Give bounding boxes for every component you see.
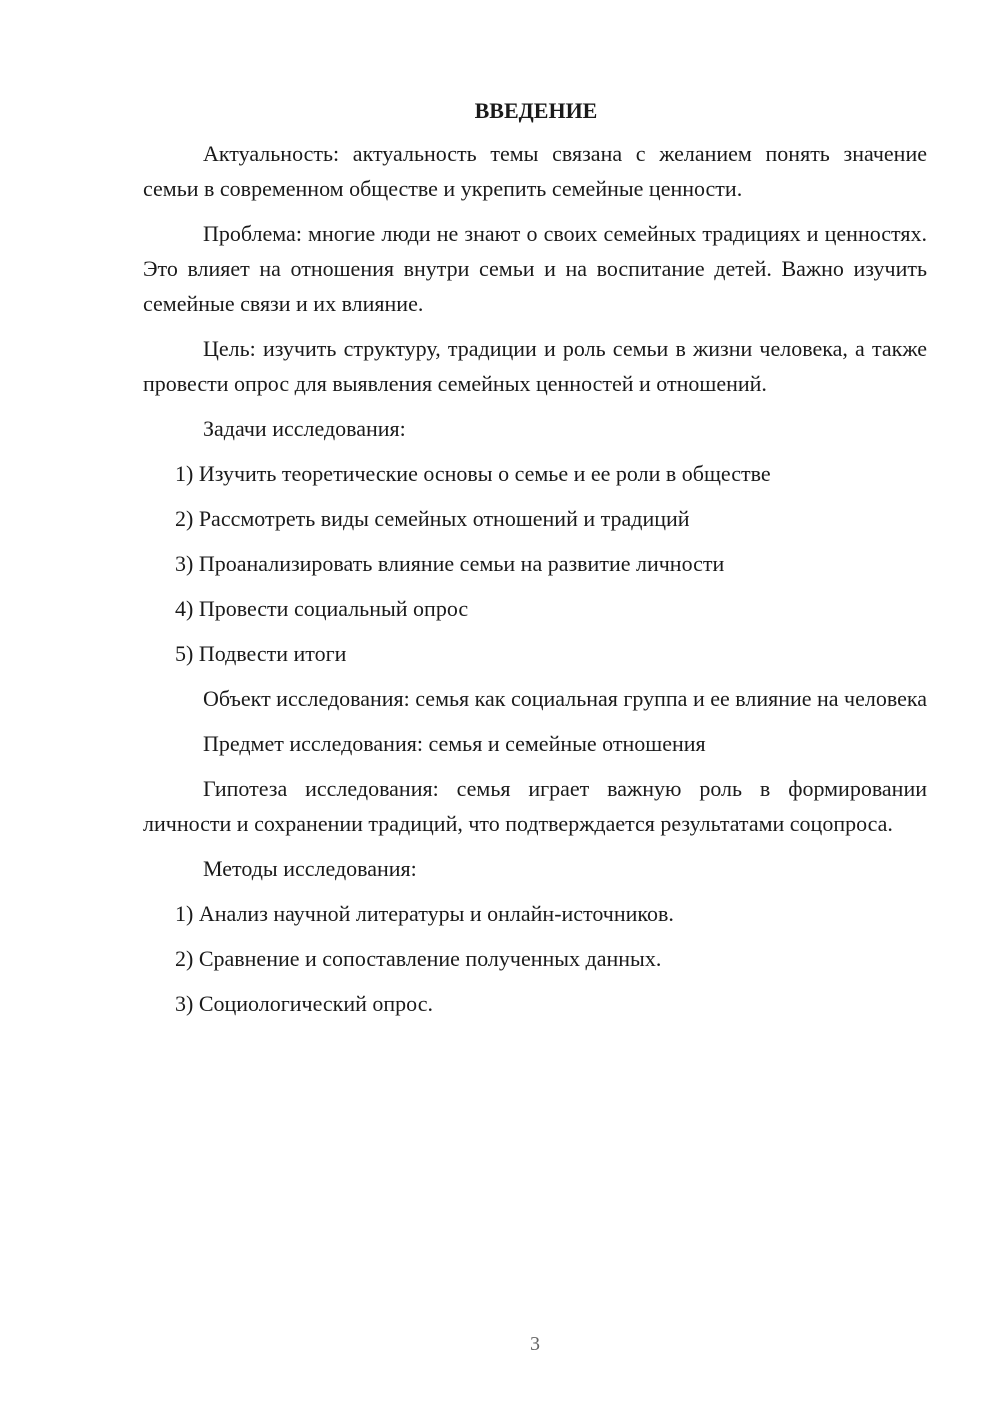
page-number: 3: [530, 1333, 540, 1355]
task-item: 1) Изучить теоретические основы о семье и ее роли в обществе: [175, 461, 771, 486]
goal-paragraph: Цель: изучить структуру, традиции и роль семьи в жизни человека, а также провести опрос для выявления семейных ценностей и отношений.: [143, 336, 927, 396]
methods-title: Методы исследования:: [203, 856, 417, 881]
task-item: 3) Проанализировать влияние семьи на развитие личности: [175, 551, 725, 576]
document-body: [143, 96, 927, 1031]
hypothesis-paragraph: Гипотеза исследования: семья играет важную роль в формировании личности и сохранении традиций, что подтверждается результатами соцопроса.: [143, 776, 927, 836]
method-item: 3) Социологический опрос.: [175, 991, 433, 1016]
subject-paragraph: Предмет исследования: семья и семейные отношения: [203, 731, 706, 756]
task-item: 2) Рассмотреть виды семейных отношений и традиций: [175, 506, 690, 531]
problem-paragraph: Проблема: многие люди не знают о своих семейных традициях и ценностях. Это влияет на отношения внутри семьи и на воспитание детей. Важно изучить семейные связи и их влияние.: [143, 221, 927, 316]
task-item: 5) Подвести итоги: [175, 641, 347, 666]
method-item: 2) Сравнение и сопоставление полученных данных.: [175, 946, 662, 971]
relevance-paragraph: Актуальность: актуальность темы связана с желанием понять значение семьи в современном обществе и укрепить семейные ценности.: [143, 141, 927, 201]
tasks-title: Задачи исследования:: [203, 416, 406, 441]
section-heading: ВВЕДЕНИЕ: [474, 98, 598, 123]
task-item: 4) Провести социальный опрос: [175, 596, 469, 621]
object-paragraph: Объект исследования: семья как социальная группа и ее влияние на человека: [203, 686, 928, 711]
method-item: 1) Анализ научной литературы и онлайн-источников.: [175, 901, 674, 926]
